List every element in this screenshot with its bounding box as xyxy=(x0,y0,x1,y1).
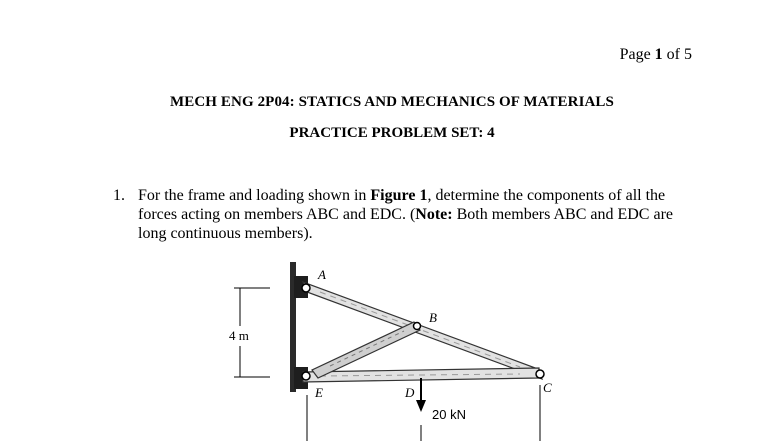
load-arrow xyxy=(416,378,426,412)
problem-set-title: PRACTICE PROBLEM SET: 4 xyxy=(289,125,495,141)
page-prefix: Page xyxy=(619,46,655,63)
pin-e xyxy=(302,372,310,380)
page-current: 1 xyxy=(654,46,663,63)
label-e: E xyxy=(315,385,323,400)
pin-c xyxy=(536,370,544,378)
label-d: D xyxy=(405,385,415,400)
problem-number: 1. xyxy=(113,187,125,204)
course-title: MECH ENG 2P04: STATICS AND MECHANICS OF MATERIALS xyxy=(170,94,614,110)
dimension-label: 4 m xyxy=(229,328,249,343)
pin-b xyxy=(414,323,421,330)
statement-part-2: , determine the components of all the forces acting on members ABC and EDC. ( xyxy=(138,187,666,223)
note-label: Note: xyxy=(415,206,453,223)
label-a: A xyxy=(318,267,326,282)
label-c: C xyxy=(543,380,552,395)
pin-a xyxy=(302,284,310,292)
statement-part-1: For the frame and loading shown in xyxy=(138,187,371,204)
label-b: B xyxy=(429,310,437,325)
member-bd xyxy=(312,322,420,378)
page-suffix: of 5 xyxy=(662,46,692,63)
statement-part-3: Both members ABC and EDC are long continuous members). xyxy=(138,206,674,242)
figure-reference: Figure 1 xyxy=(370,187,428,204)
load-label: 20 kN xyxy=(432,407,466,422)
